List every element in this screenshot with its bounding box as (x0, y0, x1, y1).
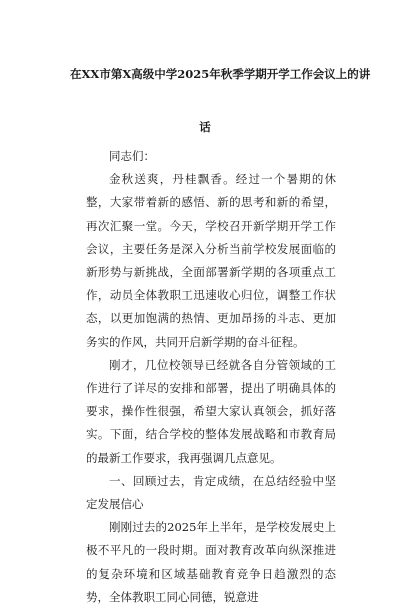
section-heading-1: 一、回顾过去，肯定成绩，在总结经验中坚定发展信心 (86, 473, 336, 512)
paragraph-intro: 刚才，几位校领导已经就各自分管领域的工作进行了详尽的安排和部署，提出了明确具体的要求，操作性很强，希望大家认真领会，抓好落实。下面，结合学校的整体发展战略和市教育局的最新工作要求，我再强调几点意见。 (86, 357, 336, 465)
document-title-line-1: 在XX市第X高级中学2025年秋季学期开学工作会议上的讲 (70, 67, 371, 81)
paragraph-review: 刚刚过去的2025年上半年，是学校发展史上极不平凡的一段时期。面对教育改革向纵深推进的复杂环境和区域基础教育竞争日趋激烈的态势，全体教职工同心同德，锐意进 (86, 520, 336, 604)
paragraph-opening: 金秋送爽，丹桂飘香。经过一个暑期的休整，大家带着新的感悟、新的思考和新的希望，再次汇聚一堂。今天，学校召开新学期开学工作会议，主要任务是深入分析当前学校发展面临的新形势与新挑战，全面部署新学期的各项重点工作，动员全体教职工迅速收心归位，调整工作状态，以更加饱满的热情、更加昂扬的斗志、更加务实的作风，共同开启新学期的奋斗征程。 (86, 172, 336, 349)
document-body (86, 145, 336, 609)
salutation: 同志们： (109, 149, 155, 163)
document-title-line-2: 话 (199, 120, 211, 134)
